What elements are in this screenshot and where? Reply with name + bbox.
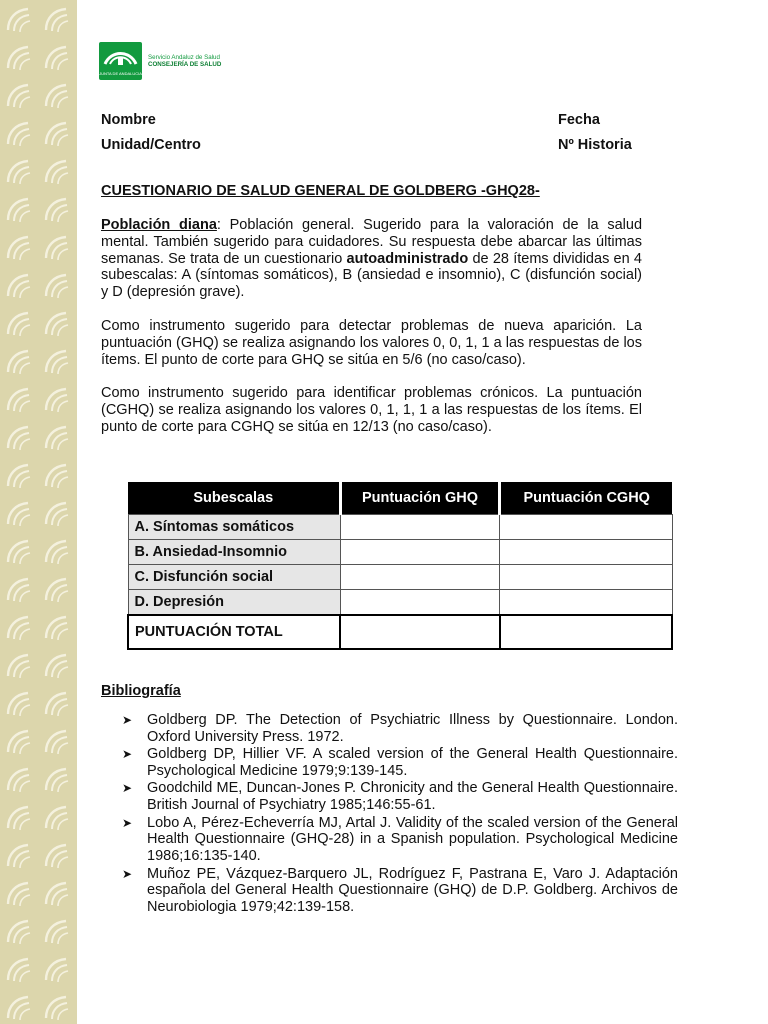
row-label-b: B. Ansiedad-Insomnio [128, 540, 340, 565]
table-total-row [128, 615, 672, 649]
row-label-c: C. Disfunción social [128, 565, 340, 590]
intro-bold-term: autoadministrado [346, 250, 469, 267]
junta-emblem-icon [99, 42, 142, 80]
list-item [122, 712, 678, 746]
logo-line2: CONSEJERÍA DE SALUD [148, 61, 222, 68]
cghq-paragraph: Como instrumento sugerido para identificar problemas crónicos. La puntuación (CGHQ) se realiza asignando los valores 0, 1, 1, 1 a las respuestas de los ítems. El punto de corte para CGHQ se sitúa en 12/13 (no caso/caso). [101, 385, 642, 435]
logo-mark-text: JUNTA DE ANDALUCIA [99, 71, 142, 76]
total-cghq[interactable] [500, 615, 672, 649]
numero-historia-label: Nº Historia [558, 137, 632, 153]
sas-logo [99, 42, 221, 80]
score-cghq-c[interactable] [500, 565, 672, 590]
reference-text: Lobo A, Pérez-Echeverría MJ, Artal J. Validity of the scaled version of the General Health Questionnaire (GHQ-28) in a Spanish population. Psychological Medicine 1986;16:135-140. [147, 814, 678, 865]
score-ghq-d[interactable] [340, 590, 500, 616]
bibliography-title: Bibliografía [101, 683, 181, 699]
decorative-side-strip [0, 0, 77, 1024]
swirl-pattern [0, 0, 77, 1024]
bibliography-list [122, 712, 678, 917]
list-item [122, 780, 678, 814]
arrow-bullet-icon: ➤ [122, 815, 133, 830]
reference-text: Goldberg DP, Hillier VF. A scaled version of the General Health Questionnaire. Psychological Medicine 1979;9:139-145. [147, 746, 678, 779]
row-label-d: D. Depresión [128, 590, 340, 616]
poblacion-diana-label: Población diana [101, 217, 217, 233]
junta-andalucia-logo-mark [99, 42, 142, 80]
intro-text-1: : Población general. Sugerido para la valoración de la salud mental. También sugerido para cuidadores. Su respuesta debe abarcar las últimas semanas. Se trata de un cuestionario [101, 217, 643, 267]
logo-text [148, 54, 221, 69]
score-cghq-d[interactable] [500, 590, 672, 616]
scores-table [127, 482, 673, 650]
intro-paragraph [101, 217, 642, 301]
score-ghq-a[interactable] [340, 515, 500, 540]
logo-line1: Servicio Andaluz de Salud [148, 53, 220, 61]
table-row [128, 540, 672, 565]
reference-text: Muñoz PE, Vázquez-Barquero JL, Rodríguez F, Pastrana E, Varo J. Adaptación española del General Health Questionnaire (GHQ) de D.P. Goldberg. Archivos de Neurobiologia 1979;42:139-158. [147, 865, 678, 916]
ghq-paragraph: Como instrumento sugerido para detectar problemas de nueva aparición. La puntuación (GHQ) se realiza asignando los valores 0, 0, 1, 1 a las respuestas de los ítems. El punto de corte para GHQ se sitúa en 5/6 (no caso/caso). [101, 318, 642, 368]
unidad-centro-label: Unidad/Centro [101, 137, 201, 153]
header-subescalas: Subescalas [128, 482, 340, 515]
intro-text-2: de 28 ítems divididas en 4 subescalas: A (síntomas somáticos), B (ansiedad e insomnio), C (disfunción social) y D (depresión grave). [101, 250, 642, 301]
total-ghq[interactable] [340, 615, 500, 649]
score-cghq-b[interactable] [500, 540, 672, 565]
header-puntuacion-ghq: Puntuación GHQ [340, 482, 500, 515]
table-row [128, 565, 672, 590]
score-ghq-c[interactable] [340, 565, 500, 590]
score-ghq-b[interactable] [340, 540, 500, 565]
arrow-bullet-icon: ➤ [122, 747, 133, 762]
arrow-bullet-icon: ➤ [122, 713, 133, 727]
score-cghq-a[interactable] [500, 515, 672, 540]
total-label: PUNTUACIÓN TOTAL [128, 615, 340, 649]
row-label-a: A. Síntomas somáticos [128, 515, 340, 540]
document-title: CUESTIONARIO DE SALUD GENERAL DE GOLDBERG -GHQ28- [101, 183, 540, 199]
table-row [128, 515, 672, 540]
arrow-bullet-icon: ➤ [122, 781, 133, 796]
list-item [122, 815, 678, 865]
table-header-row [128, 482, 672, 515]
fecha-label: Fecha [558, 112, 600, 128]
nombre-label: Nombre [101, 112, 156, 128]
list-item [122, 866, 678, 916]
list-item [122, 746, 678, 780]
arrow-bullet-icon: ➤ [122, 866, 133, 881]
table-row [128, 590, 672, 616]
reference-text: Goodchild ME, Duncan-Jones P. Chronicity and the General Health Questionnaire. British Journal of Psychiatry 1985;146:55-61. [147, 780, 678, 814]
header-puntuacion-cghq: Puntuación CGHQ [500, 482, 672, 515]
reference-text: Goldberg DP. The Detection of Psychiatric Illness by Questionnaire. London. Oxford University Press. 1972. [147, 712, 678, 745]
